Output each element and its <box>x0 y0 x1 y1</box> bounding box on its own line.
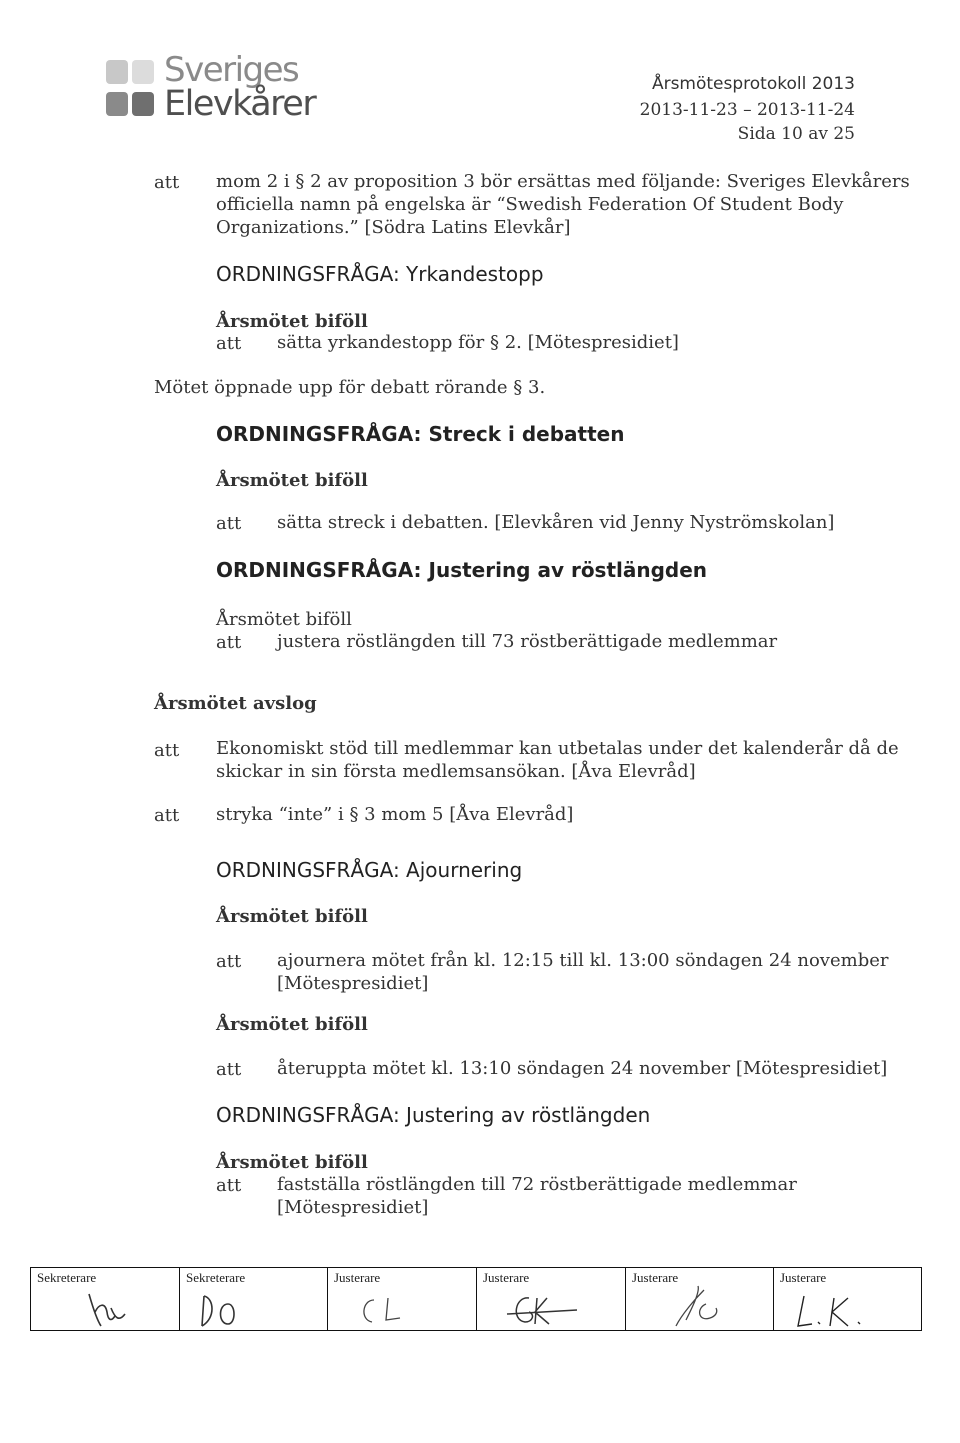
decision-text: Ekonomiskt stöd till medlemmar kan utbetalas under det kalenderår då de <box>216 738 899 759</box>
decision-label: Årsmötet biföll <box>216 1152 368 1173</box>
decision-text: sätta yrkandestopp för § 2. [Mötespresidiet] <box>277 332 679 353</box>
motion-text: mom 2 i § 2 av proposition 3 bör ersättas med följande: Sveriges Elevkårers <box>216 171 910 192</box>
handwritten-signature <box>31 1268 179 1330</box>
document-dates: 2013-11-23 – 2013-11-24 <box>639 100 855 120</box>
handwritten-signature <box>328 1268 476 1330</box>
signature-cell <box>477 1268 626 1330</box>
decision-text: fastställa röstlängden till 72 röstberättigade medlemmar <box>277 1174 797 1195</box>
decision-text: ajournera mötet från kl. 12:15 till kl. 13:00 söndagen 24 november <box>277 950 889 971</box>
logo-square <box>106 92 128 116</box>
decision-label: Årsmötet biföll <box>216 1014 368 1035</box>
section-heading: ORDNINGSFRÅGA: Justering av röstlängden <box>216 558 708 582</box>
decision-label: Årsmötet avslog <box>154 693 317 714</box>
handwritten-signature <box>774 1268 921 1330</box>
signature-role-label: Sekreterare <box>37 1270 97 1285</box>
signature-table <box>30 1267 922 1331</box>
handwritten-signature <box>477 1268 625 1330</box>
signature-cell <box>626 1268 774 1330</box>
signature-role-label: Justerare <box>334 1270 381 1285</box>
logo-line1: Sveriges <box>164 50 299 90</box>
logo <box>106 50 366 130</box>
logo-square <box>132 60 154 84</box>
att-label: att <box>154 740 180 761</box>
handwritten-signature <box>180 1268 327 1330</box>
signature-role-label: Justerare <box>632 1270 679 1285</box>
att-label: att <box>216 1059 242 1080</box>
motion-text: Organizations.” [Södra Latins Elevkår] <box>216 217 571 238</box>
att-label: att <box>216 632 242 653</box>
section-heading: ORDNINGSFRÅGA: Yrkandestopp <box>216 262 544 286</box>
logo-square <box>132 92 154 116</box>
decision-text: [Mötespresidiet] <box>277 1197 429 1218</box>
handwritten-signature <box>626 1268 773 1330</box>
logo-line2: Elevkårer <box>164 84 316 124</box>
section-heading: ORDNINGSFRÅGA: Ajournering <box>216 858 523 882</box>
decision-text: skickar in sin första medlemsansökan. [Åva Elevråd] <box>216 761 696 782</box>
att-label: att <box>154 172 180 193</box>
signature-cell <box>180 1268 328 1330</box>
decision-label: Årsmötet biföll <box>216 609 352 630</box>
decision-label: Årsmötet biföll <box>216 470 368 491</box>
signature-cell <box>774 1268 921 1330</box>
att-label: att <box>154 805 180 826</box>
att-label: att <box>216 1175 242 1196</box>
motion-text: officiella namn på engelska är “Swedish Federation Of Student Body <box>216 194 844 215</box>
page-number: Sida 10 av 25 <box>737 124 855 144</box>
att-label: att <box>216 513 242 534</box>
att-label: att <box>216 951 242 972</box>
document-title: Årsmötesprotokoll 2013 <box>651 74 855 94</box>
section-heading: ORDNINGSFRÅGA: Justering av röstlängden <box>216 1103 651 1127</box>
signature-cell <box>31 1268 180 1330</box>
decision-label: Årsmötet biföll <box>216 311 368 332</box>
logo-square <box>106 60 128 84</box>
decision-text: [Mötespresidiet] <box>277 973 429 994</box>
signature-cell <box>328 1268 477 1330</box>
signature-role-label: Justerare <box>483 1270 530 1285</box>
signature-role-label: Justerare <box>780 1270 827 1285</box>
decision-text: justera röstlängden till 73 röstberättigade medlemmar <box>277 631 778 652</box>
decision-text: sätta streck i debatten. [Elevkåren vid Jenny Nyströmskolan] <box>277 512 835 533</box>
meeting-note: Mötet öppnade upp för debatt rörande § 3. <box>154 377 546 398</box>
decision-text: stryka “inte” i § 3 mom 5 [Åva Elevråd] <box>216 804 574 825</box>
section-heading: ORDNINGSFRÅGA: Streck i debatten <box>216 422 625 446</box>
decision-text: återuppta mötet kl. 13:10 söndagen 24 november [Mötespresidiet] <box>277 1058 888 1079</box>
decision-label: Årsmötet biföll <box>216 906 368 927</box>
att-label: att <box>216 333 242 354</box>
signature-role-label: Sekreterare <box>186 1270 246 1285</box>
